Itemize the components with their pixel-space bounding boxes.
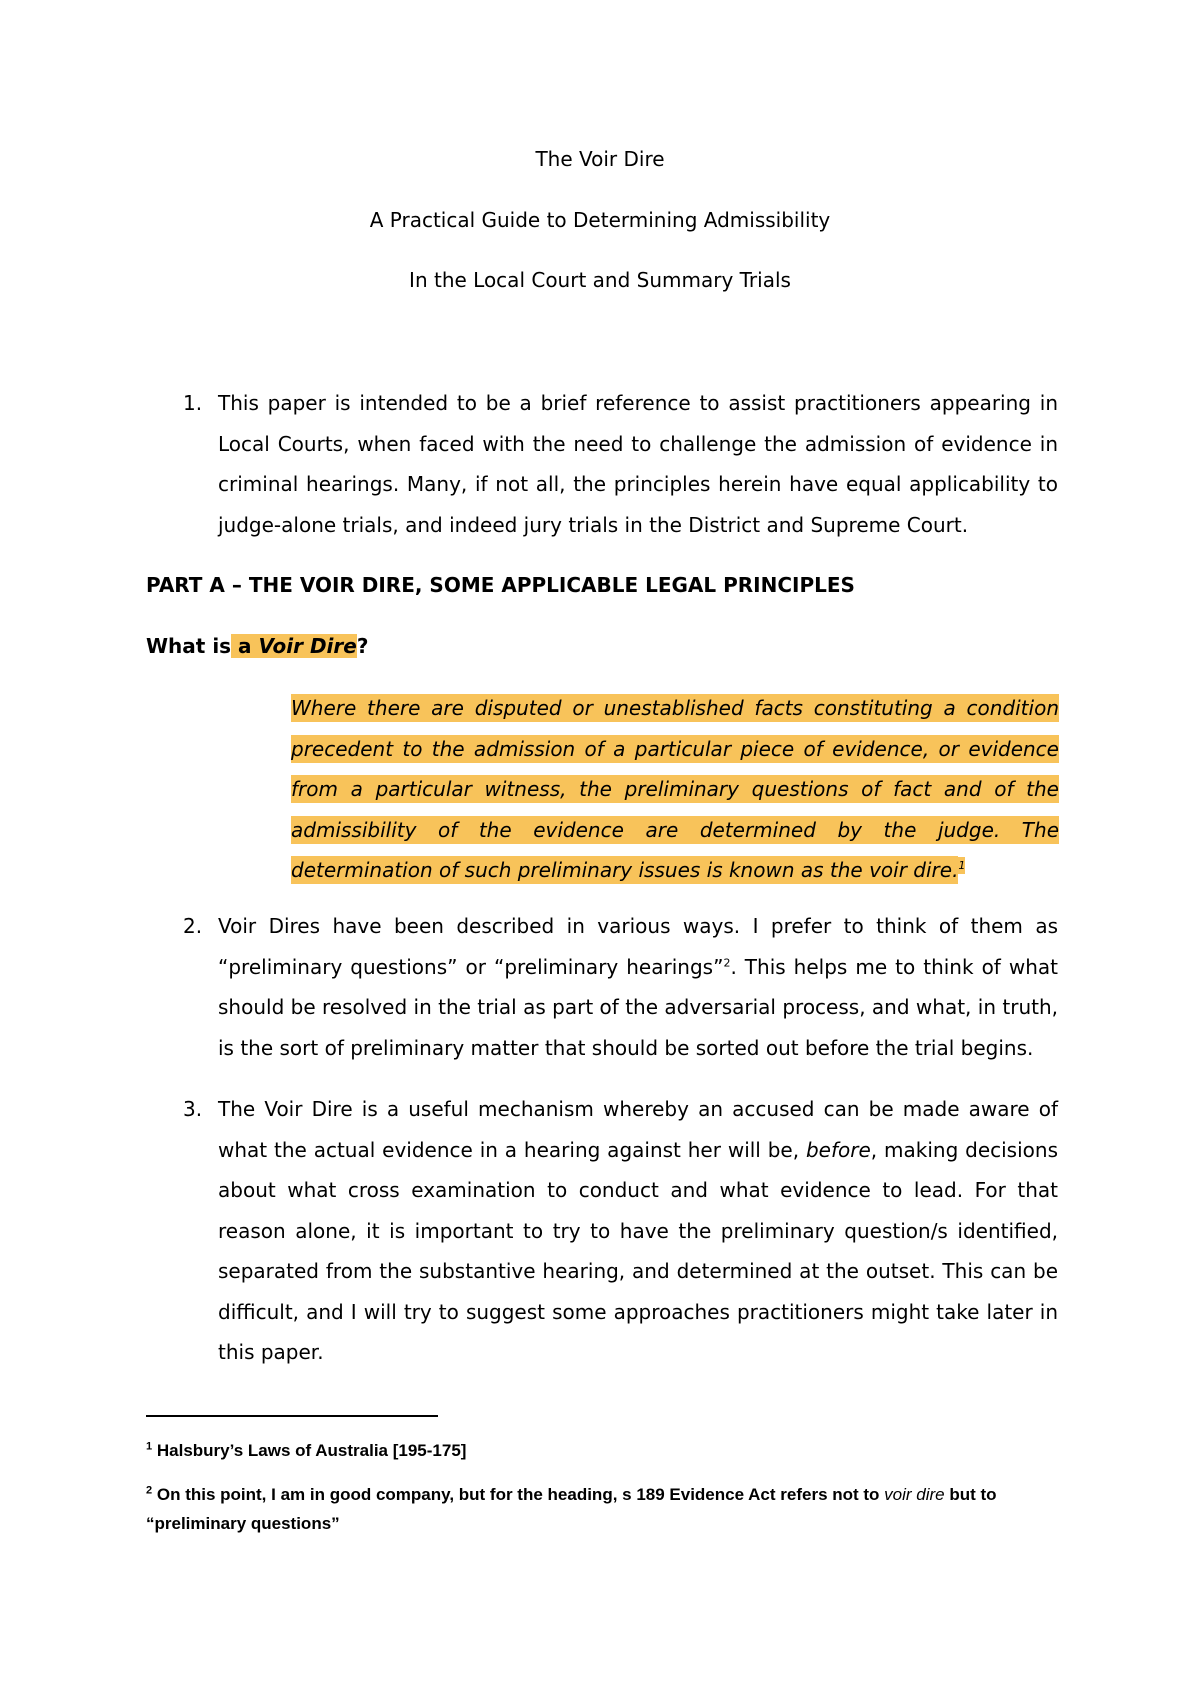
document-subtitle-1: A Practical Guide to Determining Admissibility	[369, 208, 831, 232]
quote-text: Where there are disputed or unestablished facts constituting a condition precedent to the admission of a particular piece of evidence, or evidence from a particular witness, the preliminary questions of fact and of the admissibility of the evidence are determined by the judge. The determination of such preliminary issues is known as the voir dire.	[291, 696, 1059, 882]
paragraph-1: This paper is intended to be a brief reference to assist practitioners appearing in Local Courts, when faced with the need to challenge the admission of evidence in criminal hearings. Many, if not all, the principles herein have equal applicability to judge-alone trials, and indeed jury trials in the District and Supreme Court.	[218, 391, 1058, 537]
paragraph-3	[218, 1089, 1058, 1373]
paragraph-number-2: 2.	[183, 914, 203, 938]
paragraph-3-text-a: The Voir Dire is a useful mechanism whereby an accused can be made aware of what the actual evidence in a hearing against her will be,	[218, 1097, 1058, 1162]
block-quote	[291, 688, 1059, 891]
part-heading: PART A – THE VOIR DIRE, SOME APPLICABLE LEGAL PRINCIPLES	[146, 573, 855, 597]
paragraph-number-3: 3.	[183, 1097, 203, 1121]
paragraph-3-emphasis: before	[805, 1137, 871, 1162]
footnote-separator	[146, 1415, 438, 1417]
paragraph-2-footnote-ref[interactable]: 2	[723, 955, 731, 969]
footnote-1-mark: 1	[146, 1440, 153, 1453]
footnote-2-mark: 2	[146, 1484, 153, 1497]
what-heading-end: ?	[356, 634, 369, 658]
paragraph-number-1: 1.	[183, 391, 203, 415]
what-heading	[146, 634, 368, 658]
paragraph-2-text-a: Voir Dires have been described in various ways. I prefer to think of them as “preliminary questions” or “preliminary hearings”	[218, 914, 1058, 979]
footnote-2-text-a: On this point, I am in good company, but for the heading, s 189 Evidence Act refers not to	[156, 1485, 885, 1504]
what-heading-highlight-a: a	[231, 634, 259, 658]
paragraph-2-text-b: . This helps me to think of what should be resolved in the trial as part of the adversarial process, and what, in truth, is the sort of preliminary matter that should be sorted out before the trial begins.	[218, 954, 1058, 1060]
document-subtitle-2: In the Local Court and Summary Trials	[409, 268, 791, 292]
footnote-2-emphasis: voir dire	[884, 1485, 945, 1504]
document-title: The Voir Dire	[535, 147, 665, 171]
quote-footnote-ref[interactable]: 1	[958, 859, 966, 873]
what-heading-highlight-b: Voir Dire	[258, 634, 357, 658]
footnote-1-text: Halsbury’s Laws of Australia [195-175]	[156, 1441, 467, 1460]
paragraph-3-text-b: , making decisions about what cross examination to conduct and what evidence to lead. For that reason alone, it is important to try to have the preliminary question/s identified, separated from the substantive hearing, and determined at the outset. This can be difficult, and I will try to suggest some approaches practitioners might take later in this paper.	[218, 1137, 1058, 1364]
footnote-2	[146, 1480, 1066, 1538]
what-heading-lead: What is	[146, 634, 232, 658]
paragraph-2	[218, 906, 1058, 1068]
footnote-1	[146, 1436, 1066, 1465]
footnote-2-text-b: but to “preliminary questions”	[146, 1485, 997, 1533]
